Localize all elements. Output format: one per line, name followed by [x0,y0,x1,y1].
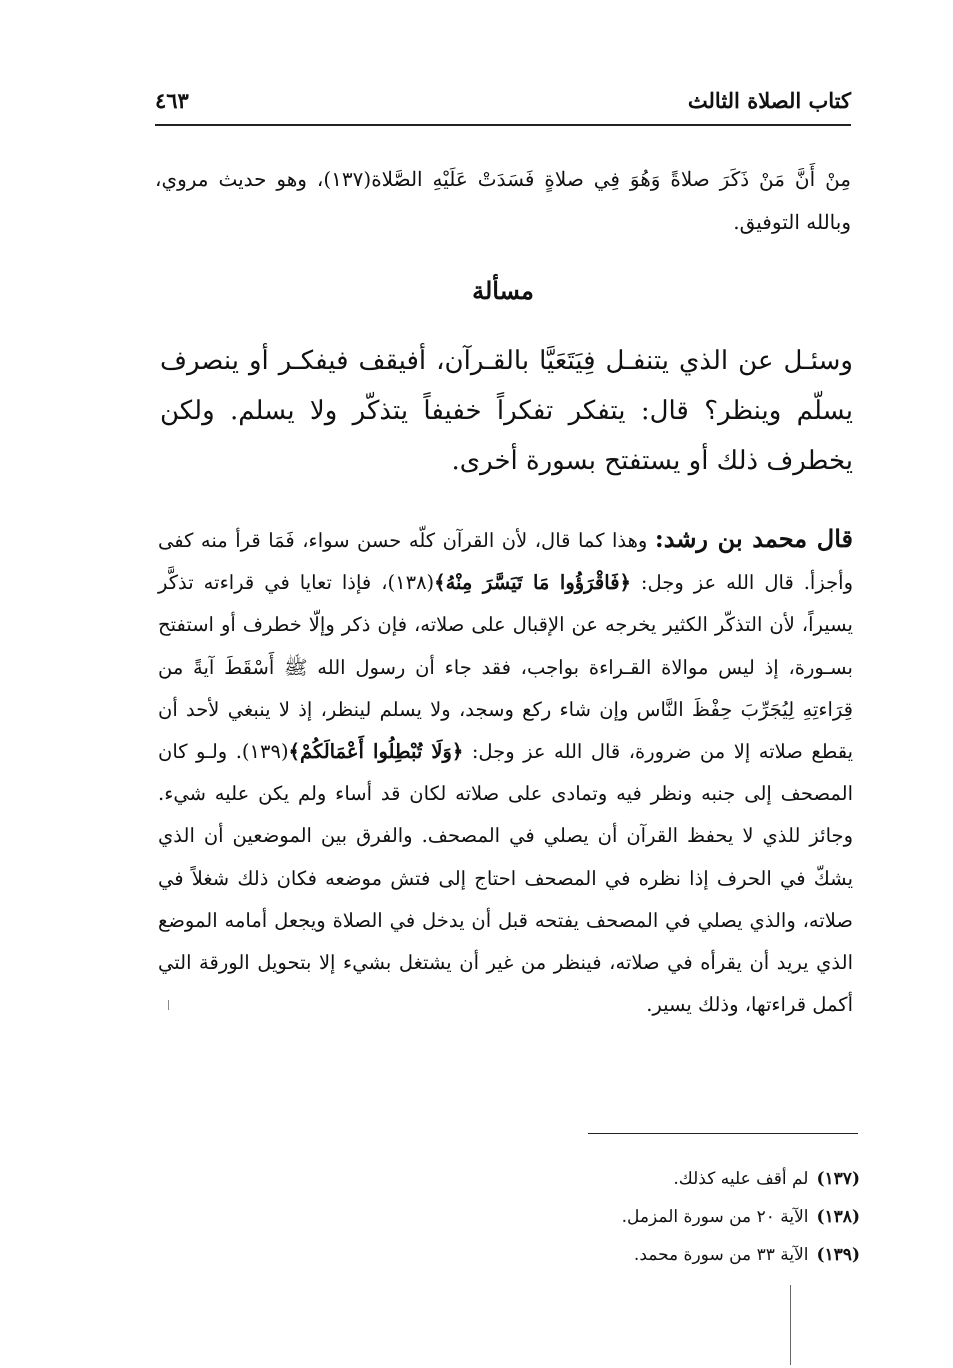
section-heading: مسألة [472,276,534,305]
header-rule [155,124,851,126]
footnote-text: الآية ٣٣ من سورة محمد. [633,1245,809,1265]
footnotes [500,1160,860,1274]
commentary-text-1: وهذا كما قال، لأن القرآن كلّه حسن سواء، فَمَا قرأ منه كفى وأجزأ. قال الله عز وجل: [158,529,854,595]
footnote-number: (١٣٩) [816,1245,860,1265]
page-header [155,84,851,120]
quran-quote-2: ﴿وَلَا تُبْطِلُوا أَعْمَالَكُمْ﴾ [288,740,464,764]
scan-mark [168,1000,169,1010]
footnote-text: الآية ٢٠ من سورة المزمل. [621,1207,809,1227]
footnote-text: لم أقف عليه كذلك. [673,1169,809,1189]
commentary-paragraph [158,518,853,1026]
footnote-number: (١٣٧) [816,1169,860,1189]
opening-paragraph: مِنْ أَنَّ مَنْ ذَكَرَ صلاةً وَهُوَ فِي صلاةٍ فَسَدَتْ عَلَيْهِ الصَّلاة(١٣٧)، وهو حديث مروي، وبالله التوفيق. [155,167,852,234]
commentary-text-2: (١٣٨)، فإذا تعايا في قراءته تذكَّر يسيراً، لأن التذكّر الكثير يخرجه عن الإقبال على صلاته، فإن ذكر وإلّا خطرف أو استفتح بسـورة، إذ ليس موالاة القـراءة بواجب، فقد جاء أن رسول الله ﷺ أَسْقَطَ آيةً من قِرَاءتِهِ لِيُجَرِّبَ حِفْظَ النَّاس وإن شاء ركع وسجد، ولا يسلم لينظر، إذ لا ينبغي لأحد أن يقطع صلاته إلا من ضرورة، قال الله عز وجل: [158,571,853,764]
scan-edge-line [790,1285,791,1365]
page-number: ٤٦٣ [155,88,189,113]
footnote-number: (١٣٨) [816,1207,860,1227]
question-paragraph: وسئـل عن الذي يتنفـل فِيَتَعَيَّا بالقـرآن، أفيقف فيفكـر أو ينصرف يسلّم وينظر؟ قال: يتفكر تفكراً خفيفاً يتذكّر ولا يسلم. ولكن يخطرف ذلك أو يستفتح بسورة أخرى. [160,346,853,476]
footnote [500,1236,860,1274]
footnote [500,1160,860,1198]
running-title: كتاب الصلاة الثالث [687,88,851,113]
commentary-text-3: (١٣٩). ولـو كان المصحف إلى جنبه ونظر فيه وتمادى على صلاته لكان قد أساء ولم يكن عليه شيء. وجائز للذي لا يحفظ القرآن أن يصلي في المصحف. والفرق بين الموضعين أن الذي يشكّ في الحرف إذا نظره في المصحف احتاج إلى فتش موضعه فكان ذلك شغلاً في صلاته، والذي يصلي في المصحف يفتحه قبل أن يدخل في الصلاة ويجعل أمامه الموضع الذي يريد أن يقرأه في صلاته، فينظر من غير أن يشتغل بشيء إلا بتحويل الورقة التي أكمل قراءتها، وذلك يسير. [158,740,853,1017]
commentary-speaker: قال محمد بن رشد: [654,524,854,553]
footnote-rule [588,1133,858,1134]
footnote [500,1198,860,1236]
quran-quote-1: ﴿فَاقْرَؤُوا مَا تَيَسَّرَ مِنْهُ﴾ [434,571,631,595]
